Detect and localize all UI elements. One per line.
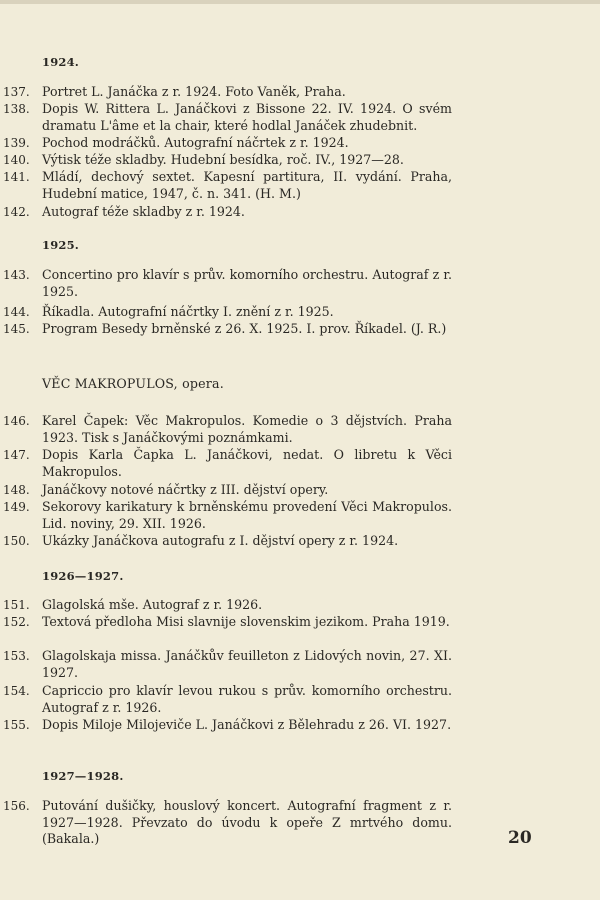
- entry-number: 154.: [3, 684, 30, 698]
- entry-text: Concertino pro klavír s prův. komorního orchestru. Autograf z r. 1925.: [42, 267, 452, 299]
- heading-1925: 1925.: [42, 238, 80, 252]
- heading-1926-1927: 1926—1927.: [42, 569, 124, 583]
- entry-number: 152.: [3, 615, 30, 629]
- entry-text: Portret L. Janáčka z r. 1924. Foto Vaněk, Praha.: [42, 84, 346, 99]
- entry-text: Dopis Miloje Milojeviče L. Janáčkovi z Bělehradu z 26. VI. 1927.: [42, 717, 452, 732]
- entry-number: 150.: [3, 534, 30, 548]
- entry-number: 138.: [3, 102, 30, 116]
- section-title-makropulos: VĚC MAKROPULOS, opera.: [42, 376, 224, 391]
- entry-number: 142.: [3, 205, 30, 219]
- entry-text: Karel Čapek: Věc Makropulos. Komedie o 3 dějstvích. Praha 1923. Tisk s Janáčkovými poznámkami.: [42, 413, 452, 445]
- entry-text: Výtisk téže skladby. Hudební besídka, roč. IV., 1927—28.: [42, 152, 404, 167]
- entry-number: 141.: [3, 170, 30, 184]
- entry-text: Janáčkovy notové náčrtky z III. dějství opery.: [42, 482, 329, 497]
- entry-number: 151.: [3, 598, 30, 612]
- entry-text: Dopis Karla Čapka L. Janáčkovi, nedat. O libretu k Věci Makropulos.: [42, 447, 452, 479]
- entry-number: 149.: [3, 500, 30, 514]
- top-edge: [0, 0, 600, 4]
- entry-number: 146.: [3, 414, 30, 428]
- page-number: 20: [508, 828, 532, 848]
- entry-text: Glagolská mše. Autograf z r. 1926.: [42, 597, 263, 612]
- entry-number: 155.: [3, 718, 30, 732]
- entry-text: Program Besedy brněnské z 26. X. 1925. I. prov. Říkadel. (J. R.): [42, 321, 447, 336]
- entry-text: Glagolskaja missa. Janáčkův feuilleton z Lidových novin, 27. XI. 1927.: [42, 648, 452, 680]
- entry-number: 153.: [3, 649, 30, 663]
- entry-text: Mládí, dechový sextet. Kapesní partitura, II. vydání. Praha, Hudební matice, 1947, č. n. 341. (H. M.): [42, 169, 452, 201]
- entry-text: Putování dušičky, houslový koncert. Autografní fragment z r. 1927—1928. Převzato do úvodu k opeře Z mrtvého domu. (Bakala.): [42, 798, 452, 846]
- entry-number: 148.: [3, 483, 30, 497]
- entry-number: 156.: [3, 799, 30, 813]
- entry-text: Pochod modráčků. Autografní náčrtek z r. 1924.: [42, 135, 349, 150]
- entry-number: 137.: [3, 85, 30, 99]
- entry-number: 147.: [3, 448, 30, 462]
- entry-number: 140.: [3, 153, 30, 167]
- entry-number: 145.: [3, 322, 30, 336]
- entry-number: 139.: [3, 136, 30, 150]
- entry-number: 144.: [3, 305, 30, 319]
- entry-number: 143.: [3, 268, 30, 282]
- entry-text: Capriccio pro klavír levou rukou s prův. komorního orchestru. Autograf z r. 1926.: [42, 683, 452, 715]
- entry-text: Říkadla. Autografní náčrtky I. znění z r. 1925.: [42, 304, 334, 319]
- entry-text: Ukázky Janáčkova autografu z I. dějství opery z r. 1924.: [42, 533, 399, 548]
- entry-text: Autograf téže skladby z r. 1924.: [42, 204, 245, 219]
- heading-1927-1928: 1927—1928.: [42, 769, 124, 783]
- entry-text: Sekorovy karikatury k brněnskému provedení Věci Makropulos. Lid. noviny, 29. XII. 1926.: [42, 499, 452, 531]
- entry-text: Dopis W. Rittera L. Janáčkovi z Bissone 22. IV. 1924. O svém dramatu L'âme et la chair, které hodlal Janáček zhudebnit.: [42, 101, 452, 133]
- entry-text: Textová předloha Misi slavnije slovenskim jezikom. Praha 1919.: [42, 614, 450, 629]
- heading-1924: 1924.: [42, 55, 80, 69]
